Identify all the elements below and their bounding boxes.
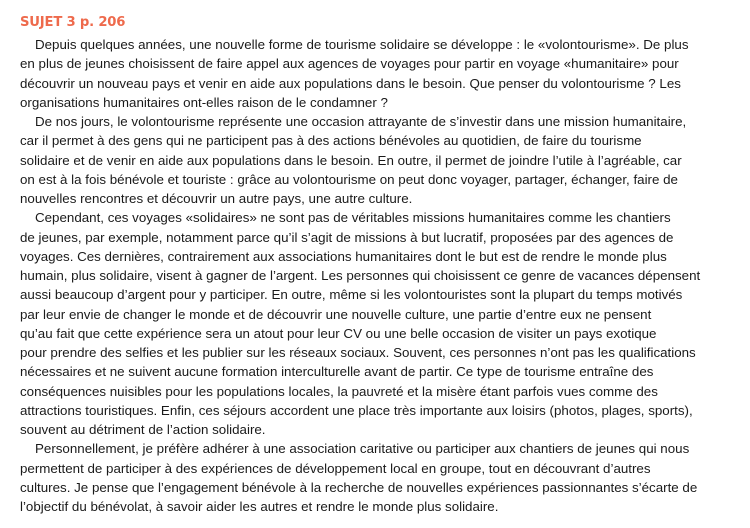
text-line: l’objectif du bénévolat, à savoir aider les autres et rendre le monde plus solidaire. <box>20 499 499 514</box>
text-line: de jeunes, par exemple, notamment parce qu’il s’agit de missions à but lucratif, proposées par des agences de <box>20 229 674 245</box>
text-line: Personnellement, je préfère adhérer à une association caritative ou participer aux chantiers de jeunes qui nous <box>35 441 690 457</box>
text-line: Depuis quelques années, une nouvelle forme de tourisme solidaire se développe : le «volontourisme». De plus <box>35 37 689 52</box>
subject-heading: SUJET 3 p. 206 <box>20 15 126 30</box>
text-line: souvent au détriment de l’action solidaire. <box>20 422 266 437</box>
text-line: qu’au fait que cette expérience sera un atout pour leur CV ou une belle occasion de visiter un pays exotique <box>20 325 657 341</box>
text-line: organisations humanitaires ont-elles raison de le condamner ? <box>20 94 388 110</box>
text-line: Cependant, ces voyages «solidaires» ne sont pas de véritables missions humanitaires comme les chantiers <box>35 210 671 226</box>
text-line: on est à la fois bénévole et touriste : grâce au volontourisme on peut donc voyager, partager, échanger, faire de <box>20 171 678 187</box>
text-line: solidaire et de venir en aide aux populations dans le besoin. En outre, il permet de joindre l’utile à l’agréable, car <box>20 152 682 168</box>
text-line: voyages. Ces dernières, contrairement aux associations humanitaires dont le but est de rendre le monde plus <box>20 248 667 264</box>
document-page <box>20 14 742 516</box>
text-line: attractions touristiques. Enfin, ces séjours accordent une place très importante aux loisirs (photos, plages, sports), <box>20 402 693 418</box>
paragraph-arguments-against <box>20 208 742 439</box>
text-line: cultures. Je pense que l’engagement bénévole à la recherche de nouvelles expériences passionnantes s’écarte de <box>20 479 698 495</box>
text-line: découvrir un nouveau pays et venir en aide aux populations dans le besoin. Que penser du volontourisme ? Les <box>20 75 681 91</box>
text-line: nécessaires et ne suivent aucune formation interculturelle avant de partir. Ce type de tourisme entraîne des <box>20 364 654 380</box>
text-line: permettent de participer à des expériences de développement local en groupe, tout en découvrant d’autres <box>20 460 651 476</box>
text-line: par leur envie de changer le monde et de découvrir une nouvelle culture, une partie d’entre eux ne pensent <box>20 306 652 322</box>
paragraph-introduction <box>20 35 742 112</box>
text-line: car il permet à des gens qui ne participent pas à des actions bénévoles au quotidien, de faire du tourisme <box>20 133 642 149</box>
paragraph-arguments-for <box>20 112 742 208</box>
text-line: aussi beaucoup d’argent pour y participer. En outre, même si les volontouristes sont la plupart du temps motivés <box>20 287 683 303</box>
text-line: en plus de jeunes choisissent de faire appel aux agences de voyages pour partir en voyage «humanitaire» pour <box>20 56 679 72</box>
text-line: humain, plus solidaire, visent à gagner de l’argent. Les personnes qui choisissent ce genre de vacances dépensent <box>20 268 701 283</box>
text-line: nouvelles rencontres et découvrir un autre pays, une autre culture. <box>20 191 413 206</box>
paragraph-conclusion <box>20 439 742 516</box>
text-line: conséquences nuisibles pour les populations locales, la pauvreté et la misère étant parfois vues comme des <box>20 383 658 399</box>
text-line: De nos jours, le volontourisme représente une occasion attrayante de s’investir dans une mission humanitaire, <box>35 114 687 129</box>
text-line: pour prendre des selfies et les publier sur les réseaux sociaux. Souvent, ces personnes n’ont pas les qualifications <box>20 345 696 360</box>
